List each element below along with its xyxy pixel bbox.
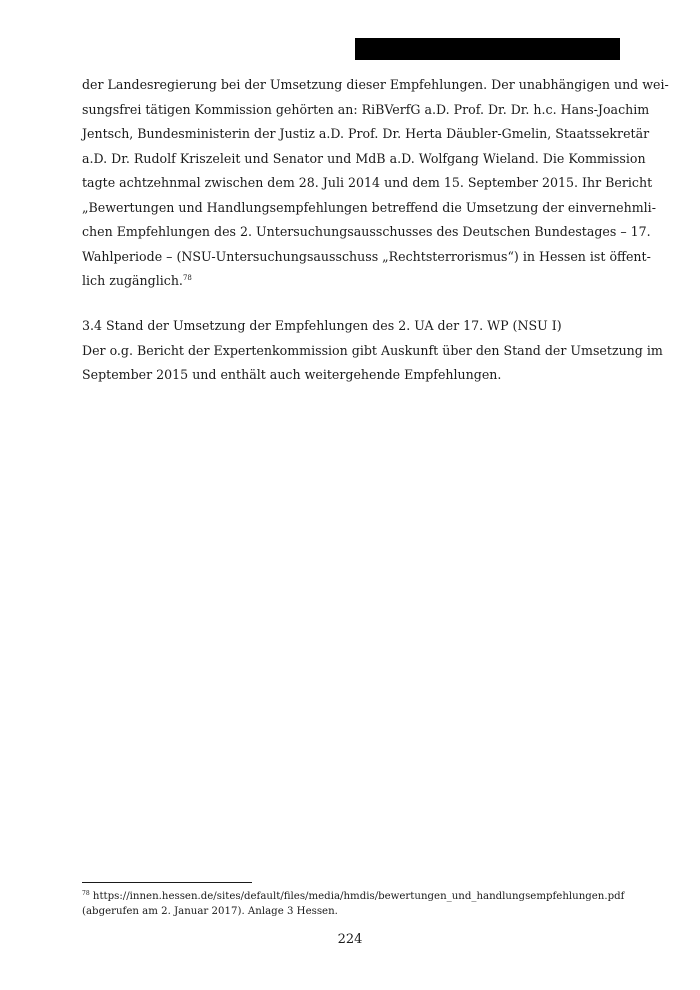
section-3-4	[82, 314, 663, 388]
text-line-content: lich zugänglich.	[82, 273, 183, 288]
page-number: 224	[337, 932, 363, 947]
text-line: a.D. Dr. Rudolf Kriszeleit und Senator und MdB a.D. Wolfgang Wieland. Die Kommission	[82, 150, 646, 166]
text-line: der Landesregierung bei der Umsetzung dieser Empfehlungen. Der unabhängigen und wei-	[82, 77, 669, 92]
text-line: sungsfrei tätigen Kommission gehörten an: RiBVerfG a.D. Prof. Dr. Dr. h.c. Hans-Joachim	[82, 101, 650, 117]
text-line: September 2015 und enthält auch weitergehende Empfehlungen.	[82, 367, 502, 382]
footnote-number: 78	[82, 890, 90, 897]
text-line: „Bewertungen und Handlungsempfehlungen betreffend die Umsetzung der einvernehmli-	[82, 199, 656, 215]
text-line: chen Empfehlungen des 2. Untersuchungsausschusses des Deutschen Bundestages – 17.	[82, 224, 651, 239]
footnote-line: (abgerufen am 2. Januar 2017). Anlage 3 Hessen.	[82, 905, 338, 917]
section-heading: 3.4 Stand der Umsetzung der Empfehlungen des 2. UA der 17. WP (NSU I)	[82, 318, 562, 333]
text-line: Wahlperiode – (NSU-Untersuchungsausschuss „Rechtsterrorismus“) in Hessen ist öffent-	[82, 248, 651, 264]
footnote-78	[82, 890, 625, 919]
text-line: tagte achtzehnmal zwischen dem 28. Juli 2014 und dem 15. September 2015. Ihr Bericht	[82, 175, 653, 190]
text-line: Der o.g. Bericht der Expertenkommission gibt Auskunft über den Stand der Umsetzung im	[82, 342, 663, 358]
footnote-url[interactable]: https://innen.hessen.de/sites/default/files/media/hmdis/bewertungen_und_handlungsempfehlungen.pdf	[89, 891, 625, 902]
paragraph-expert-commission	[82, 73, 669, 294]
text-line: Jentsch, Bundesministerin der Justiz a.D. Prof. Dr. Herta Däubler-Gmelin, Staatssekretär	[82, 126, 650, 141]
redaction-bar	[355, 38, 620, 60]
text-line-last	[82, 269, 616, 294]
footnote-line	[82, 890, 625, 905]
footnote-reference[interactable]: 78	[182, 274, 192, 282]
footnote-separator	[82, 882, 252, 883]
